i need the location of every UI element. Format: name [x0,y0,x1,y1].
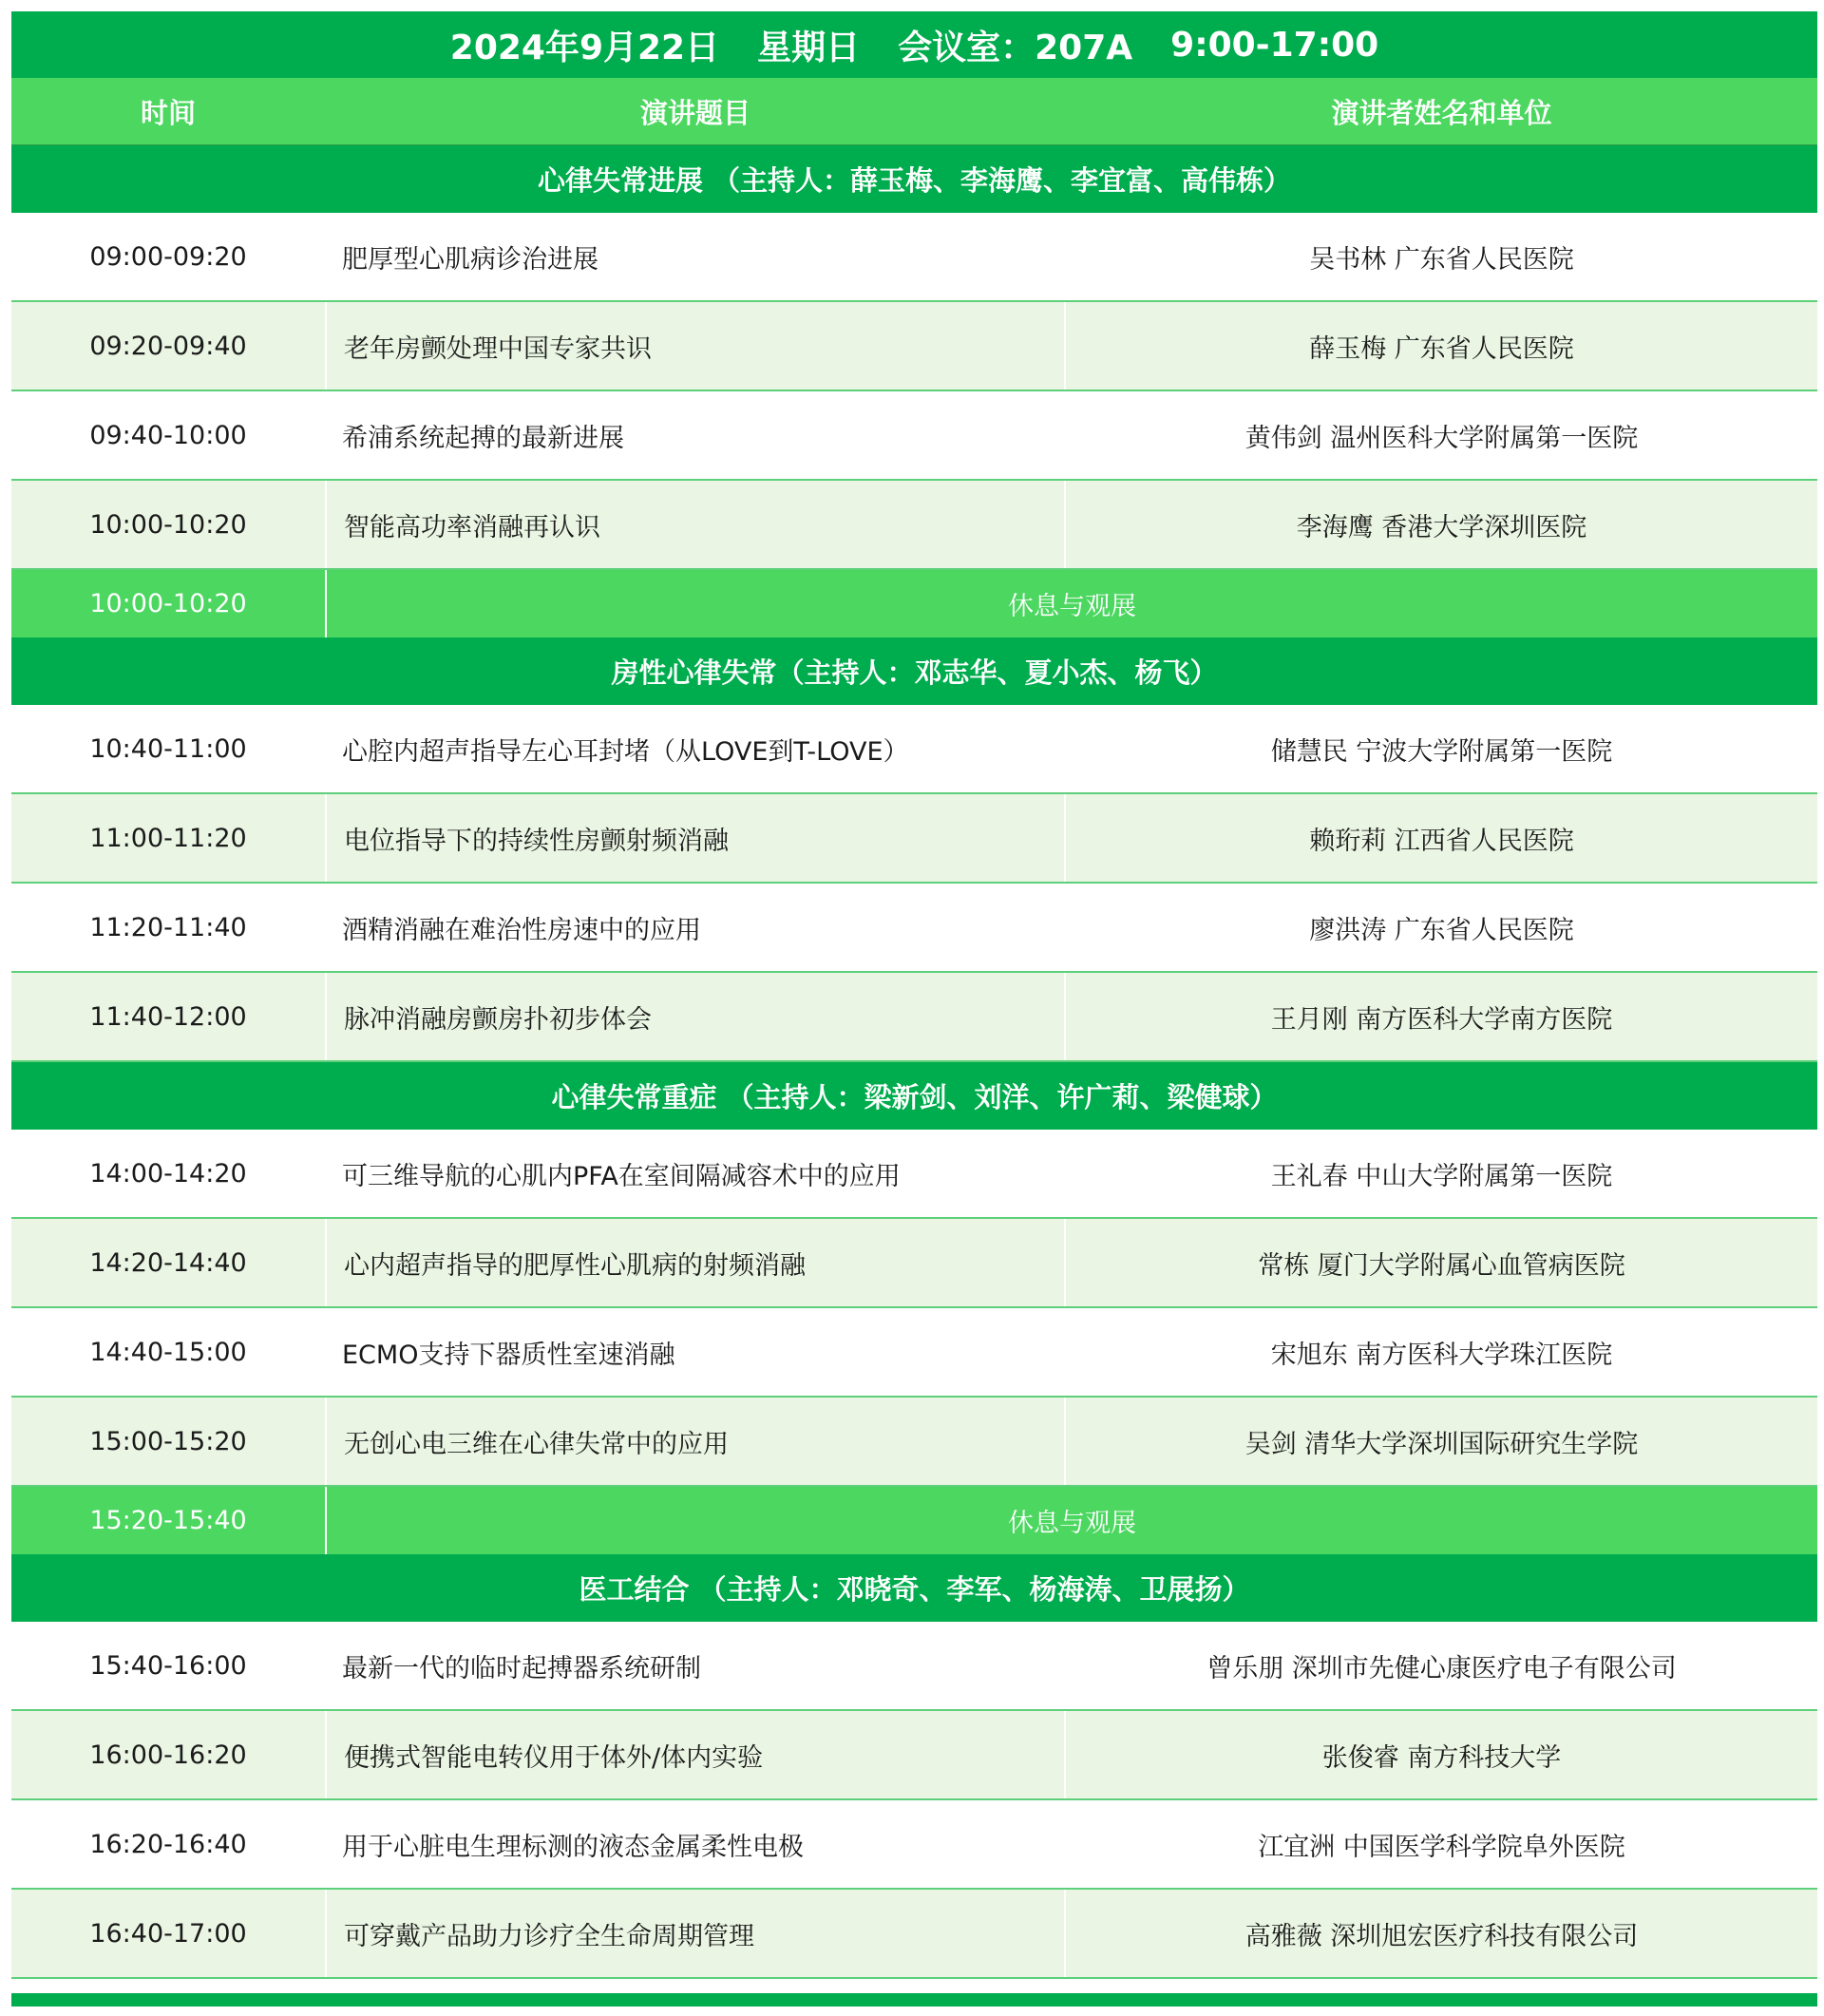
talk-speaker: 储慧民 宁波大学附属第一医院 [1270,736,1613,767]
talk-topic: 可穿戴产品助力诊疗全生命周期管理 [325,1890,1066,1977]
talk-speaker: 王礼春 中山大学附属第一医院 [1270,1161,1613,1191]
talk-speaker: 江宜洲 中国医学科学院阜外医院 [1258,1832,1625,1862]
table-row [11,1622,1817,1711]
talk-topic: 老年房颤处理中国专家共识 [325,302,1066,390]
table-row [11,794,1817,884]
schedule-table [11,11,1817,2006]
talk-topic: 心内超声指导的肥厚性心肌病的射频消融 [325,1219,1066,1306]
table-row [11,1800,1817,1890]
talk-time: 16:20-16:40 [89,1829,247,1859]
table-row [11,213,1817,302]
talk-speaker: 廖洪涛 广东省人民医院 [1309,915,1574,945]
table-row [11,1130,1817,1219]
talk-speaker: 薛玉梅 广东省人民医院 [1309,333,1574,364]
table-row [11,1219,1817,1308]
talk-time: 14:00-14:20 [89,1158,247,1189]
table-row [11,391,1817,481]
break-row [11,1487,1817,1554]
talk-topic: 酒精消融在难治性房速中的应用 [342,915,701,945]
talk-topic: 便携式智能电转仪用于体外/体内实验 [325,1711,1066,1798]
break-time: 10:00-10:20 [89,589,247,618]
table-row [11,1890,1817,1979]
talk-speaker: 吴剑 清华大学深圳国际研究生学院 [1244,1429,1639,1459]
talk-time: 10:00-10:20 [89,509,247,540]
table-row [11,884,1817,973]
break-label: 休息与观展 [325,1487,1817,1554]
session-header: 医工结合 （主持人：邓晓奇、李军、杨海涛、卫展扬） [11,1554,1817,1622]
talk-speaker: 吴书林 广东省人民医院 [1309,244,1574,275]
talk-speaker: 赖珩莉 江西省人民医院 [1309,826,1574,856]
session-header: 心律失常重症 （主持人：梁新剑、刘洋、许广莉、梁健球） [11,1062,1817,1130]
talk-time: 14:40-15:00 [89,1337,247,1367]
schedule-room: 会议室：207A [898,28,1133,67]
table-row [11,973,1817,1062]
schedule-date: 2024年9月22日 [449,28,720,67]
talk-time: 15:00-15:20 [89,1426,247,1456]
break-label: 休息与观展 [325,570,1817,637]
column-header-row [11,78,1817,145]
talk-topic: 智能高功率消融再认识 [325,481,1066,568]
talk-time: 14:20-14:40 [89,1247,247,1278]
column-header-topic: 演讲题目 [639,97,750,129]
talk-time: 11:20-11:40 [89,912,247,942]
talk-time: 10:40-11:00 [89,733,247,764]
talk-time: 11:00-11:20 [89,823,247,853]
talk-time: 09:20-09:40 [89,331,247,361]
column-header-time: 时间 [140,97,196,129]
talk-topic: 最新一代的临时起搏器系统研制 [342,1653,701,1683]
talk-speaker: 王月刚 南方医科大学南方医院 [1270,1004,1613,1035]
talk-time: 11:40-12:00 [89,1001,247,1032]
table-row [11,1398,1817,1487]
talk-speaker: 高雅薇 深圳旭宏医疗科技有限公司 [1244,1921,1639,1951]
schedule-weekday: 星期日 [757,28,861,67]
schedule-hours: 9:00-17:00 [1170,25,1379,65]
session-header: 心律失常进展 （主持人：薛玉梅、李海鹰、李宜富、高伟栋） [11,145,1817,213]
bottom-bar [11,1993,1817,2006]
talk-speaker: 张俊睿 南方科技大学 [1321,1742,1562,1773]
talk-topic: 可三维导航的心肌内PFA在室间隔减容术中的应用 [342,1161,901,1191]
talk-time: 16:00-16:20 [89,1740,247,1770]
table-row [11,302,1817,391]
schedule-title-bar [11,11,1817,78]
talk-speaker: 曾乐朋 深圳市先健心康医疗电子有限公司 [1206,1653,1677,1683]
talk-topic: 电位指导下的持续性房颤射频消融 [325,794,1066,882]
talk-speaker: 常栋 厦门大学附属心血管病医院 [1258,1250,1625,1281]
talk-time: 09:00-09:20 [89,241,247,272]
session-header: 房性心律失常（主持人：邓志华、夏小杰、杨飞） [11,637,1817,705]
table-row [11,1308,1817,1398]
table-row [11,481,1817,570]
talk-time: 15:40-16:00 [89,1650,247,1681]
table-row [11,705,1817,794]
talk-topic: 肥厚型心肌病诊治进展 [342,244,598,275]
talk-topic: 用于心脏电生理标测的液态金属柔性电极 [342,1832,804,1862]
talk-speaker: 宋旭东 南方医科大学珠江医院 [1270,1340,1613,1370]
talk-topic: ECMO支持下器质性室速消融 [342,1340,675,1370]
talk-time: 16:40-17:00 [89,1918,247,1949]
talk-speaker: 李海鹰 香港大学深圳医院 [1296,512,1587,542]
column-header-speaker: 演讲者姓名和单位 [1331,97,1552,129]
table-row [11,1711,1817,1800]
talk-time: 09:40-10:00 [89,420,247,450]
talk-speaker: 黄伟剑 温州医科大学附属第一医院 [1244,423,1639,453]
talk-topic: 无创心电三维在心律失常中的应用 [325,1398,1066,1485]
break-time: 15:20-15:40 [89,1506,247,1535]
break-row [11,570,1817,637]
talk-topic: 希浦系统起搏的最新进展 [342,423,624,453]
talk-topic: 心腔内超声指导左心耳封堵（从LOVE到T-LOVE） [342,736,909,767]
talk-topic: 脉冲消融房颤房扑初步体会 [325,973,1066,1060]
